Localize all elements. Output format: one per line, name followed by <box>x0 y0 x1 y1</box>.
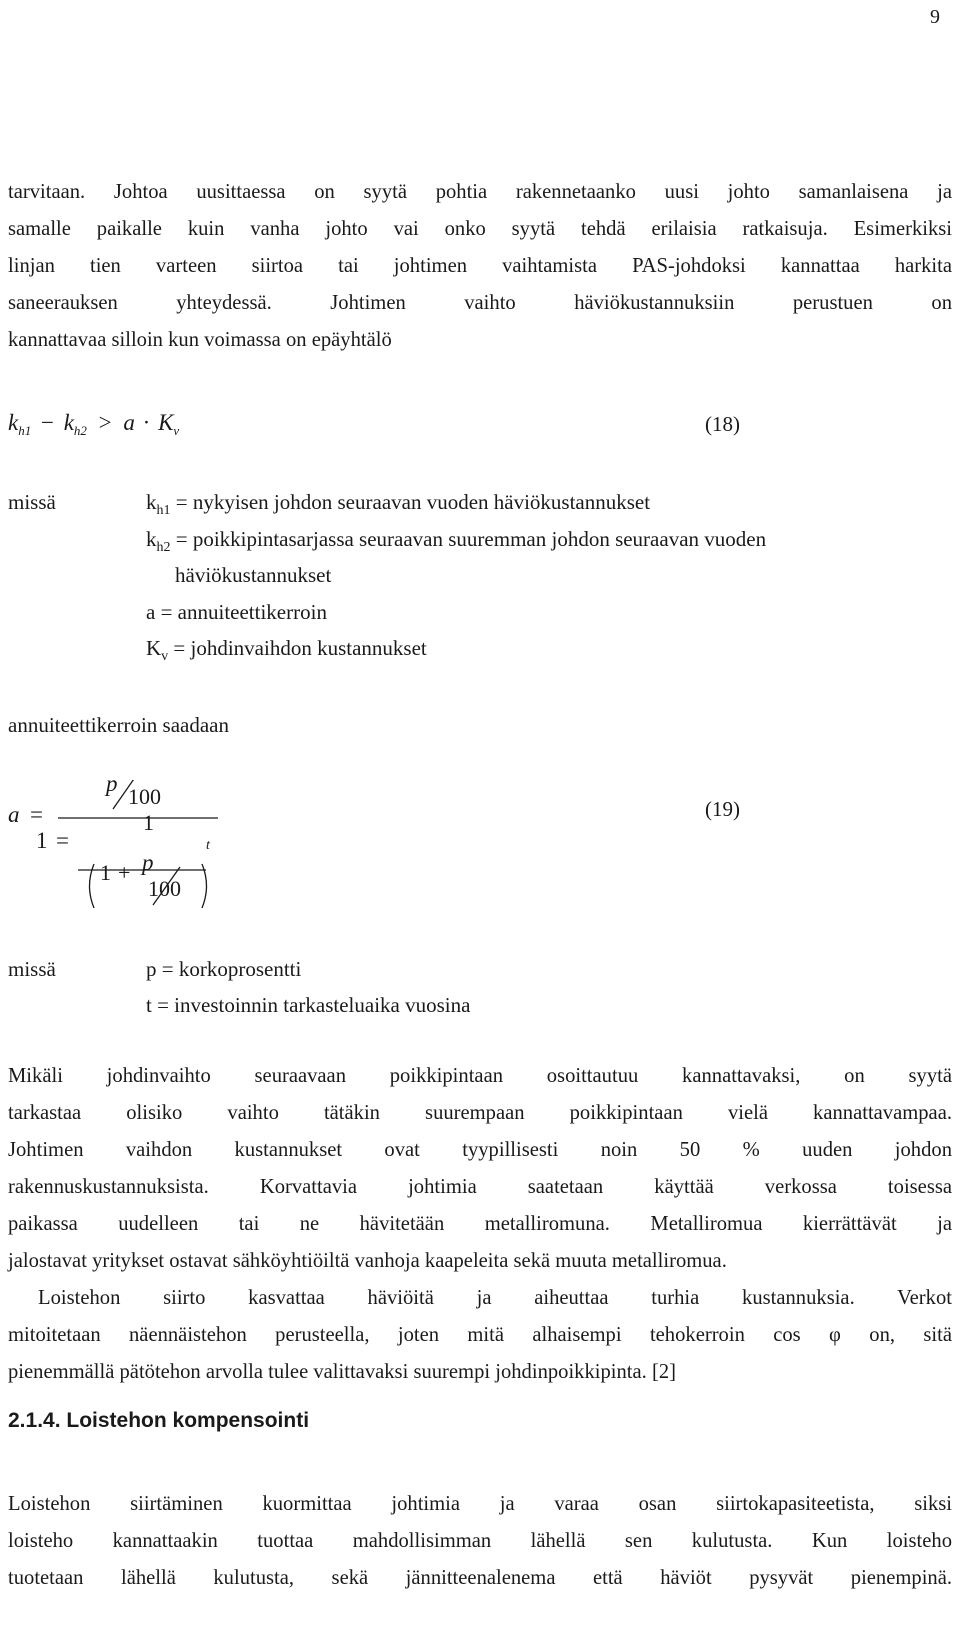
text-line: linjan tien varteen siirtoa tai johtimen vaihtamista PAS-johdoksi kannattaa harkita <box>8 255 952 277</box>
paragraph-body <box>8 1280 952 1391</box>
equation-number: (19) <box>705 797 740 821</box>
text-line: Loistehon siirto kasvattaa häviöitä ja aiheuttaa turhia kustannuksia. Verkot <box>38 1287 952 1309</box>
paragraph-body <box>8 1058 952 1280</box>
equation-18: $k_{h1} - k_{h2} > a \cdot K_v$ <box>8 410 180 438</box>
definition-item: t = investoinnin tarkasteluaika vuosina <box>146 993 471 1017</box>
text-line: tarkastaa olisiko vaihto tätäkin suurempaan poikkipintaan vielä kannattavampaa. <box>8 1102 952 1124</box>
text-line: paikassa uudelleen tai ne hävitetään metalliromuna. Metalliromua kierrättävät ja <box>8 1213 952 1235</box>
text-line: tuotetaan lähellä kulutusta, sekä jännitteenalenema että häviöt pysyvät pienempinä. <box>8 1567 952 1589</box>
definition-item: häviökustannukset <box>175 563 332 587</box>
equation-19: a = p 100 1 1 = 1 + p 100 t <box>8 780 238 940</box>
defs-label: missä <box>8 490 56 514</box>
text-line: tarvitaan. Johtoa uusittaessa on syytä pohtia rakennetaanko uusi johto samanlaisena ja <box>8 181 952 203</box>
definition-item: $K_v$ = johdinvaihdon kustannukset <box>146 636 427 664</box>
text-line: Mikäli johdinvaihto seuraavaan poikkipintaan osoittautuu kannattavaksi, on syytä <box>8 1065 952 1087</box>
paragraph-intro <box>8 174 952 359</box>
text-line: rakennuskustannuksista. Korvattavia johtimia saatetaan käyttää verkossa toisessa <box>8 1176 952 1198</box>
page-number: 9 <box>930 6 940 28</box>
equation-intro: annuiteettikerroin saadaan <box>8 713 229 737</box>
definition-item: p = korkoprosentti <box>146 957 302 981</box>
text-line: Johtimen vaihdon kustannukset ovat tyypillisesti noin 50 % uuden johdon <box>8 1139 952 1161</box>
text-line: Loistehon siirtäminen kuormittaa johtimia ja varaa osan siirtokapasiteetista, siksi <box>8 1493 952 1515</box>
definition-item: $k_{h2}$ = poikkipintasarjassa seuraavan suuremman johdon seuraavan vuoden <box>146 527 767 555</box>
text-line: pienemmällä pätötehon arvolla tulee valittavaksi suurempi johdinpoikkipinta. [2] <box>8 1361 676 1383</box>
text-line: samalle paikalle kuin vanha johto vai onko syytä tehdä erilaisia ratkaisuja. Esimerkiksi <box>8 218 952 240</box>
defs-label: missä <box>8 957 56 981</box>
paragraph-body <box>8 1486 952 1597</box>
section-heading: 2.1.4. Loistehon kompensointi <box>8 1409 310 1432</box>
text-line: kannattavaa silloin kun voimassa on epäyhtälö <box>8 329 392 351</box>
equation-number: (18) <box>705 412 740 436</box>
text-line: jalostavat yritykset ostavat sähköyhtiöiltä vanhoja kaapeleita sekä muuta metalliromua. <box>8 1250 727 1272</box>
text-line: mitoitetaan näennäistehon perusteella, joten mitä alhaisempi tehokerroin cos φ on, sitä <box>8 1324 952 1346</box>
definition-item: $k_{h1}$ = nykyisen johdon seuraavan vuoden häviökustannukset <box>146 490 651 518</box>
definition-item: a = annuiteettikerroin <box>146 600 327 624</box>
text-line: saneerauksen yhteydessä. Johtimen vaihto häviökustannuksiin perustuen on <box>8 292 952 314</box>
text-line: loisteho kannattaakin tuottaa mahdollisimman lähellä sen kulutusta. Kun loisteho <box>8 1530 952 1552</box>
